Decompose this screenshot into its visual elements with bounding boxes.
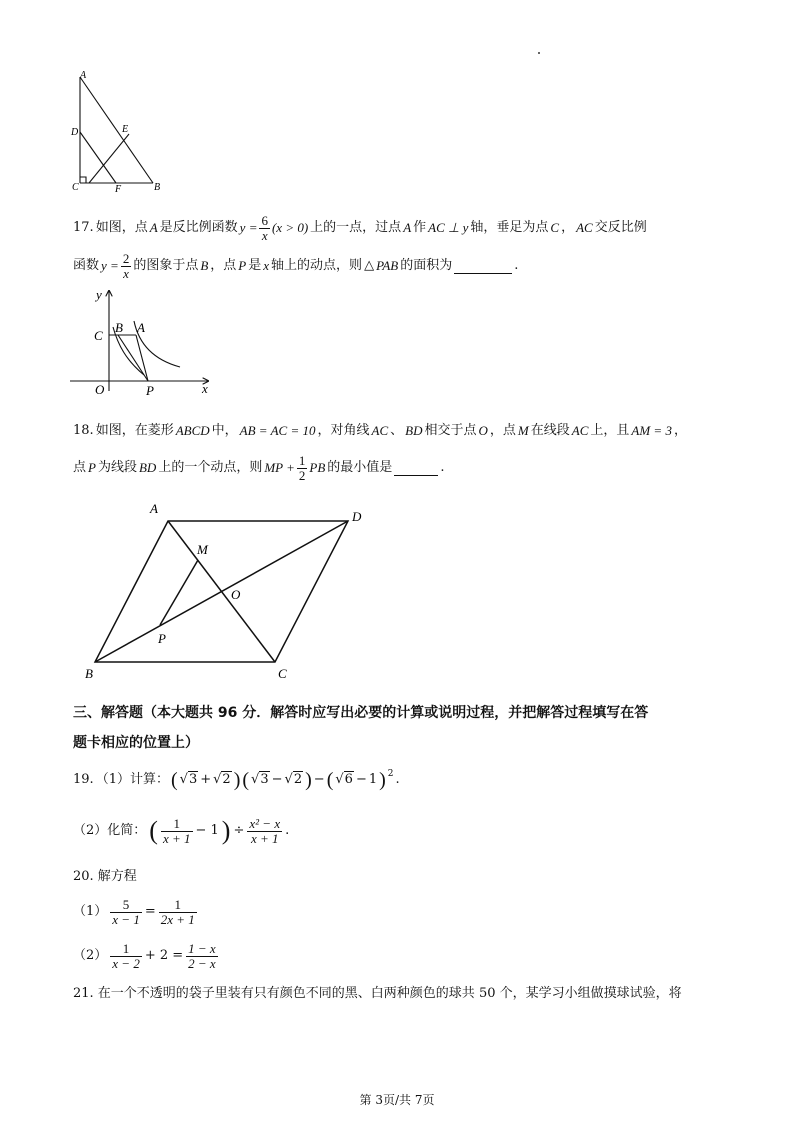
q17-text: 的面积为 — [400, 258, 453, 273]
fraction-1-minus-x-over-2-minus-x: $\frac{1 - x}{2 - x}$ — [188, 940, 216, 971]
sqrt-6: √6 — [335, 772, 353, 787]
label-c: C — [278, 666, 287, 681]
paren-open: ( — [170, 769, 178, 791]
q18-am: AM = 3 — [631, 423, 672, 438]
q19-end: . — [285, 823, 290, 838]
label-b: B — [115, 320, 123, 335]
q18-ac: AC — [371, 423, 389, 438]
label-d: D — [352, 509, 362, 524]
q19-part1-label: （1）计算： — [95, 772, 169, 787]
minus-one: − 1 — [195, 823, 219, 838]
q18-text: 为线段 — [97, 460, 137, 475]
label-b: B — [85, 666, 93, 681]
q18-line1 — [73, 421, 687, 441]
q18-p: P — [88, 460, 96, 475]
paren-close: ) — [305, 769, 312, 791]
label-a: A — [137, 320, 145, 335]
fraction-1-over-x-plus-1: $\frac{1}{x + 1}$ — [162, 815, 191, 846]
q19-end: . — [395, 772, 400, 787]
label-o: O — [95, 382, 105, 397]
q18-text: 在线段 — [530, 423, 570, 438]
q21-text: 21. 在一个不透明的袋子里装有只有颜色不同的黑、白两种颜色的球共 50 个，某学习小组做摸球试验，将 — [73, 986, 682, 1001]
q17-text: 函数 — [73, 258, 100, 273]
page-footer: 第 3页/共 7页 — [359, 1093, 435, 1107]
label-p: P — [158, 631, 166, 646]
q20-part2-label: （2） — [73, 948, 108, 963]
q17-pab: PAB — [376, 258, 399, 273]
q20-heading: 20. 解方程 — [73, 869, 137, 884]
q18-bd: BD — [138, 460, 157, 475]
q18-text: 中， — [211, 423, 238, 438]
q19-part1 — [73, 765, 400, 795]
q19-part2-label: （2）化简： — [73, 823, 147, 838]
q17-text: 是 — [248, 258, 262, 273]
section-3-line2: 题卡相应的位置上） — [73, 735, 199, 751]
label-f: F — [115, 184, 122, 194]
q17-text: 是反比例函数 — [159, 220, 238, 235]
q17-eq1-lhs: y = — [239, 220, 258, 235]
q17-triangle-symbol: △ — [364, 258, 375, 273]
q17-point-a: A — [403, 220, 412, 235]
q17-text: 上的一点，过点 — [310, 220, 402, 235]
q17-condition: (x > 0) — [271, 220, 309, 235]
label-d: D — [71, 127, 79, 138]
q17-text: 交反比例 — [594, 220, 647, 235]
q18-o: O — [478, 423, 488, 438]
q17-x: x — [263, 258, 270, 273]
q18-text: ，对角线 — [317, 423, 370, 438]
label-b: B — [154, 182, 161, 193]
q17-line1 — [73, 212, 647, 244]
q17-text: 轴，垂足为点 — [470, 220, 549, 235]
label-p: P — [146, 383, 154, 397]
label-c: C — [94, 328, 103, 343]
q17-point-b: B — [200, 258, 209, 273]
plus-two-equals: + 2 = — [144, 948, 184, 963]
sqrt-3: √3 — [251, 772, 269, 787]
q18-text: 的最小值是 — [327, 460, 393, 475]
one: 1 — [368, 772, 378, 787]
paren-open: ( — [242, 769, 250, 791]
q17-point-p: P — [238, 258, 247, 273]
q18-bd: BD — [405, 423, 423, 438]
q17-fraction-2-over-x: $\frac{2}{x}$ — [122, 250, 130, 281]
paren-close: ) — [379, 769, 386, 791]
q17-perp: AC ⊥ y — [428, 220, 469, 235]
plus-sign: + — [200, 772, 212, 787]
q17-fraction-6-over-x: $\frac{6}{x}$ — [261, 212, 268, 243]
label-e: E — [122, 124, 129, 135]
fraction-1-over-x-minus-2: $\frac{1}{x - 2}$ — [112, 940, 140, 971]
q19-number: 19. — [73, 772, 94, 787]
sqrt-2: √2 — [213, 772, 231, 787]
label-m: M — [197, 542, 208, 557]
figure-rhombus-abcd — [80, 498, 380, 684]
q18-m: M — [517, 423, 529, 438]
section-3-heading — [73, 700, 648, 756]
q18-text: ，点 — [489, 423, 516, 438]
q17-text: 的图象于点 — [133, 258, 199, 273]
paren-close: ) — [233, 769, 241, 791]
q17-point-c: C — [550, 220, 560, 235]
q17-number: 17. — [73, 220, 94, 235]
equals-sign: = — [144, 904, 156, 919]
paren-open: ( — [326, 769, 334, 791]
q18-text: ， — [673, 423, 687, 438]
q17-segment-ac: AC — [576, 220, 593, 235]
label-c: C — [72, 182, 79, 193]
q17-text: ， — [561, 220, 575, 235]
fraction-x2-minus-x-over-x-plus-1: $\frac{\text{x² − x}}{x + 1}$ — [249, 815, 281, 846]
fraction-1-over-2x-plus-1: $\frac{1}{2x + 1}$ — [160, 896, 195, 927]
q18-text: 相交于点 — [424, 423, 477, 438]
q18-eq: AB = AC = 10 — [239, 423, 316, 438]
q17-answer-blank[interactable] — [454, 259, 512, 274]
q17-text: 作 — [413, 220, 427, 235]
q18-text: 如图，在菱形 — [95, 423, 174, 438]
q18-text: 上的一个动点，则 — [158, 460, 263, 475]
minus-sign: − — [271, 772, 283, 787]
q18-fraction-half: $\frac{1}{2}$ — [298, 452, 306, 483]
label-a: A — [80, 70, 87, 81]
axis-y-label: y — [96, 287, 102, 302]
label-a: A — [150, 501, 158, 516]
q20-part2 — [73, 937, 218, 975]
paren-open: ( — [149, 816, 158, 845]
q18-pb: PB — [309, 460, 326, 475]
divide-sign: ÷ — [233, 823, 245, 838]
sqrt-2: √2 — [284, 772, 303, 787]
sqrt-3: √3 — [179, 772, 198, 787]
q20-part1 — [73, 894, 197, 930]
paren-close: ) — [221, 816, 231, 845]
axis-x-label: x — [202, 381, 208, 396]
q20-part1-label: （1） — [73, 904, 108, 919]
q18-ac: AC — [571, 423, 589, 438]
q17-end: . — [514, 258, 519, 273]
figure-inverse-function — [66, 285, 216, 397]
q18-text: 点 — [73, 460, 87, 475]
minus-sign: − — [355, 772, 367, 787]
q18-number: 18. — [73, 423, 94, 438]
label-o: O — [231, 587, 241, 602]
q17-point-a: A — [149, 220, 158, 235]
figure-triangle-abc — [66, 66, 176, 194]
q18-abcd: ABCD — [175, 423, 210, 438]
q17-line2 — [73, 250, 518, 282]
q17-eq2-lhs: y = — [101, 258, 119, 273]
q18-text: 上，且 — [590, 423, 630, 438]
page-mark — [538, 52, 540, 54]
q18-answer-blank[interactable] — [394, 461, 438, 476]
q18-text: 、 — [390, 423, 404, 438]
q18-line2 — [73, 451, 444, 485]
q18-end: . — [440, 460, 445, 475]
q17-text: ，点 — [210, 258, 237, 273]
fraction-5-over-x-minus-1: $\frac{5}{x - 1}$ — [112, 896, 140, 927]
minus-sign: − — [313, 772, 325, 787]
q17-text: 如图，点 — [95, 220, 148, 235]
q17-text: 轴上的动点，则 — [271, 258, 363, 273]
q19-part2 — [73, 812, 289, 850]
q18-mp: MP + — [264, 460, 295, 475]
section-3-line1: 三、解答题（本大题共 96 分．解答时应写出必要的计算或说明过程，并把解答过程填写在答 — [73, 705, 649, 721]
exponent: 2 — [387, 769, 394, 779]
